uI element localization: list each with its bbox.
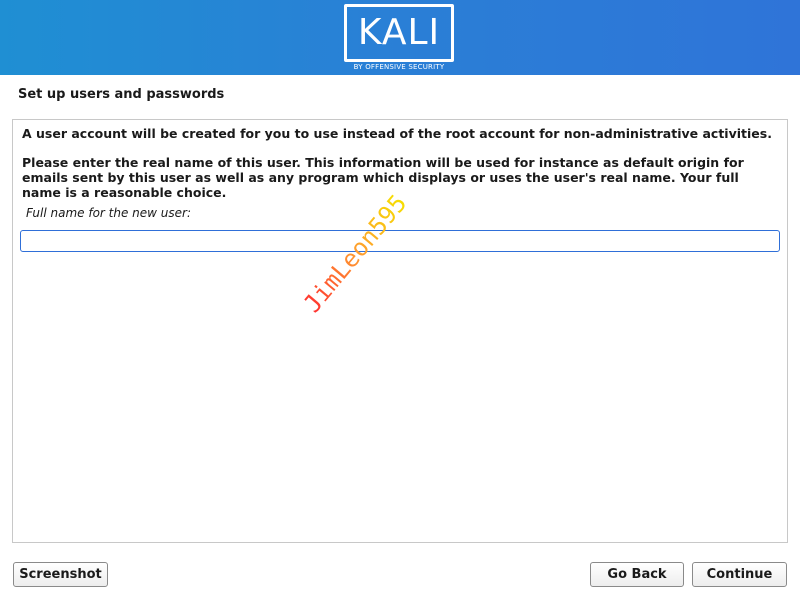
go-back-button[interactable]: Go Back	[590, 562, 684, 587]
info-paragraph-2: Please enter the real name of this user. This information will be used for instance as default origin for emails sent by this user as well as any program which displays or uses the user's real name. Your full name is a reasonable choice.	[22, 155, 744, 200]
header-banner	[0, 0, 800, 75]
kali-logo	[344, 4, 454, 62]
page-title: Set up users and passwords	[18, 87, 225, 102]
content-panel	[12, 119, 788, 543]
full-name-label: Full name for the new user:	[26, 206, 192, 220]
logo-text: KALI	[357, 12, 441, 53]
continue-button[interactable]: Continue	[692, 562, 787, 587]
watermark-text: JimLeon595	[298, 189, 413, 318]
logo-subtitle: BY OFFENSIVE SECURITY	[353, 63, 445, 71]
full-name-input[interactable]	[20, 230, 780, 252]
info-paragraph-1: A user account will be created for you to use instead of the root account for non-administrative activities.	[22, 126, 772, 141]
screenshot-button[interactable]: Screenshot	[13, 562, 108, 587]
